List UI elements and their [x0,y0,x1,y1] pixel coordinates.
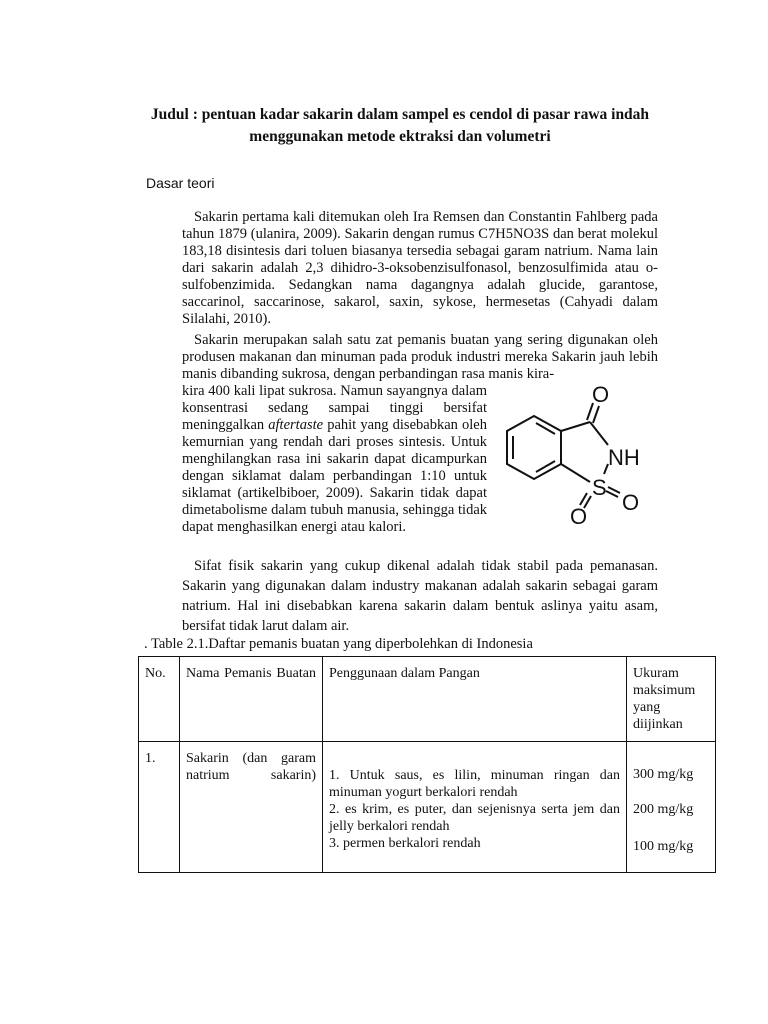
table-header-row [139,657,716,742]
table-caption: . Table 2.1.Daftar pemanis buatan yang diperbolehkan di Indonesia [144,636,533,652]
row-no: 1. [139,742,180,873]
usage-item: 1. Untuk saus, es lilin, minuman ringan dan minuman yogurt berkalori rendah [329,768,620,800]
section-heading: Dasar teori [146,175,215,191]
usage-item: 2. es krim, es puter, dan sejenisnya serta jem dan jelly berkalori rendah [329,802,620,834]
row-limits [627,742,716,873]
aftertaste-term: aftertaste [268,417,324,433]
paragraph-1: Sakarin pertama kali ditemukan oleh Ira Remsen dan Constantin Fahlberg pada tahun 1879 (ulanira, 2009). Sakarin dengan rumus C7H5NO3S dan berat molekul 183,18 disintesis dari toluen biasanya tersedia sebagai garam natrium. Nama lain dari sakarin adalah 2,3 dihidro-3-oksobenzisulfonasol, benzosulfimida atau o-sulfobenzimida. Sedangkan nama dagangnya adalah glucide, garantose, saccarinol, saccarinose, sakarol, saxin, sykose, hermesetas (Cahyadi dalam Silalahi, 2010). [182,209,658,327]
oxygen-top-label: O [592,382,610,407]
paragraph-3: Sifat fisik sakarin yang cukup dikenal adalah tidak stabil pada pemanasan. Sakarin yang digunakan dalam industry makanan adalah sakarin sebagai garam natrium. Hal ini disebabkan karena sakarin dalam bentuk aslinya yaitu asam, bersifat tidak larut dalam air. [182,558,658,634]
row-usage [323,742,627,873]
document-title [120,104,680,148]
paragraph-2-text-a: kira 400 kali lipat sukrosa. Namun sayangnya dalam konsentrasi sedang sampai tinggi bersifat meninggalkan [182,383,487,433]
limit-value: 100 mg/kg [633,839,694,854]
bond-ring-s [561,464,590,482]
limit-value: 200 mg/kg [633,802,694,817]
header-name: Nama Pemanis Buatan [180,657,323,742]
saccharin-structure [494,378,664,528]
title-line-1: Judul : pentuan kadar sakarin dalam sampel es cendol di pasar rawa indah [150,106,650,123]
sulfur-label: S [592,475,607,500]
carbonyl-bond-b [593,406,599,423]
sweetener-table [138,656,716,873]
usage-item: 3. permen berkalori rendah [329,836,481,851]
table-row [139,742,716,873]
nh-label: NH [608,445,640,470]
title-line-2: menggunakan metode ektraksi dan volumetri [249,128,551,145]
bond-carbonyl-nh [590,422,608,445]
header-usage: Penggunaan dalam Pangan [323,657,627,742]
paragraph-2-text-b: pahit yang disebabkan oleh kemurnian yang rendah dari proses sintesis. Untuk menghilangkan rasa ini sakarin dapat dicampurkan dengan siklamat dalam perbandingan 1:10 untuk siklamat (artikelbiboer, 2009). Sakarin tidak dapat dimetabolisme dalam tubuh manusia, sehingga tidak dapat menghasilkan energi atau kalori. [182,417,487,535]
paragraph-2-continued [182,383,487,536]
limit-value: 300 mg/kg [633,767,694,782]
header-no: No. [139,657,180,742]
benzene-ring [507,416,561,479]
header-max: Ukuram maksimum yang diijinkan [627,657,716,742]
paragraph-2: Sakarin merupakan salah satu zat pemanis buatan yang sering digunakan oleh produsen makanan dan minuman pada produk industri mereka Sakarin jauh lebih manis dibanding sukrosa, dengan perbandingan rasa manis kira- [182,332,658,382]
row-name: Sakarin (dan garam natrium sakarin) [180,742,323,873]
oxygen-left-label: O [570,504,588,528]
bond-ring-carbonyl [561,422,590,431]
oxygen-right-label: O [622,490,640,515]
